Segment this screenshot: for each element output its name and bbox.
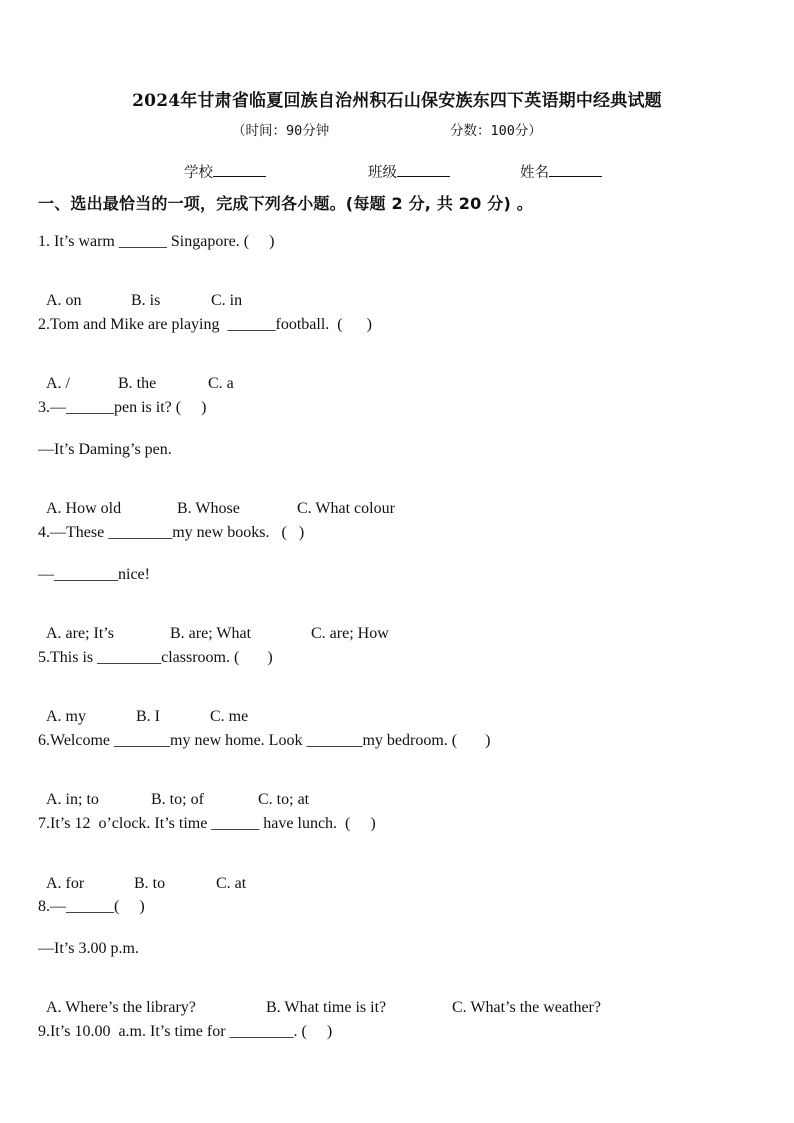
question-2-options — [38, 357, 234, 393]
question-6-options — [38, 773, 309, 809]
question-6-stem: 6.Welcome _______my new home. Look _______my bedroom. ( ) — [38, 732, 491, 749]
option-c: C. What colour — [297, 500, 395, 517]
question-3-options — [38, 482, 395, 518]
question-3-stem: 3.—______pen is it? ( ) — [38, 399, 207, 416]
school-field[interactable] — [184, 161, 266, 182]
option-b: B. What time is it? — [266, 999, 387, 1016]
option-a: A. How old — [46, 500, 122, 517]
option-b: B. is — [131, 292, 161, 309]
exam-score: 分数：100分） — [450, 123, 542, 139]
question-2-stem: 2.Tom and Mike are playing ______football. ( ) — [38, 316, 372, 333]
option-a: A. Where’s the library? — [46, 999, 196, 1016]
question-4-options — [38, 607, 389, 643]
option-c: C. are; How — [311, 625, 389, 642]
question-8-reply: —It’s 3.00 p.m. — [38, 940, 139, 957]
question-7-options — [38, 857, 246, 893]
option-a: A. for — [46, 875, 85, 892]
exam-time: （时间：90分钟 — [232, 123, 330, 139]
question-9-stem: 9.It’s 10.00 a.m. It’s time for ________. ( ) — [38, 1023, 333, 1040]
question-5-options — [38, 690, 248, 726]
exam-title: 2024年甘肃省临夏回族自治州积石山保安族东四下英语期中经典试题 — [132, 91, 662, 111]
name-label: 姓名 — [520, 165, 549, 181]
class-field[interactable] — [368, 161, 450, 182]
question-7-stem: 7.It’s 12 o’clock. It’s time ______ have lunch. ( ) — [38, 815, 376, 832]
option-c: C. What’s the weather? — [452, 999, 601, 1016]
question-5-stem: 5.This is ________classroom. ( ) — [38, 649, 273, 666]
question-4-reply: —________nice! — [38, 566, 150, 583]
option-b: B. to — [134, 875, 166, 892]
option-c: C. in — [211, 292, 243, 309]
name-blank[interactable] — [549, 161, 602, 177]
option-b: B. are; What — [170, 625, 252, 642]
option-a: A. are; It’s — [46, 625, 114, 642]
question-3-reply: —It’s Daming’s pen. — [38, 441, 172, 458]
question-1-options — [38, 274, 242, 310]
option-c: C. a — [208, 375, 234, 392]
option-a: A. my — [46, 708, 86, 725]
question-1-stem: 1. It’s warm ______ Singapore. ( ) — [38, 233, 275, 250]
question-4-stem: 4.—These ________my new books. ( ) — [38, 524, 305, 541]
question-8-stem: 8.—______( ) — [38, 898, 145, 915]
option-b: B. Whose — [177, 500, 240, 517]
class-label: 班级 — [368, 165, 397, 181]
name-field[interactable] — [520, 161, 602, 182]
option-a: A. in; to — [46, 791, 99, 808]
option-c: C. to; at — [258, 791, 310, 808]
school-blank[interactable] — [213, 161, 266, 177]
option-c: C. me — [210, 708, 249, 725]
option-b: B. I — [136, 708, 160, 725]
option-a: A. / — [46, 375, 70, 392]
school-label: 学校 — [184, 165, 213, 181]
option-b: B. the — [118, 375, 157, 392]
option-b: B. to; of — [151, 791, 204, 808]
option-a: A. on — [46, 292, 82, 309]
question-8-options — [38, 981, 601, 1017]
option-c: C. at — [216, 875, 247, 892]
class-blank[interactable] — [397, 161, 450, 177]
section-heading: 一、选出最恰当的一项，完成下列各小题。(每题 2 分, 共 20 分) 。 — [38, 194, 533, 213]
